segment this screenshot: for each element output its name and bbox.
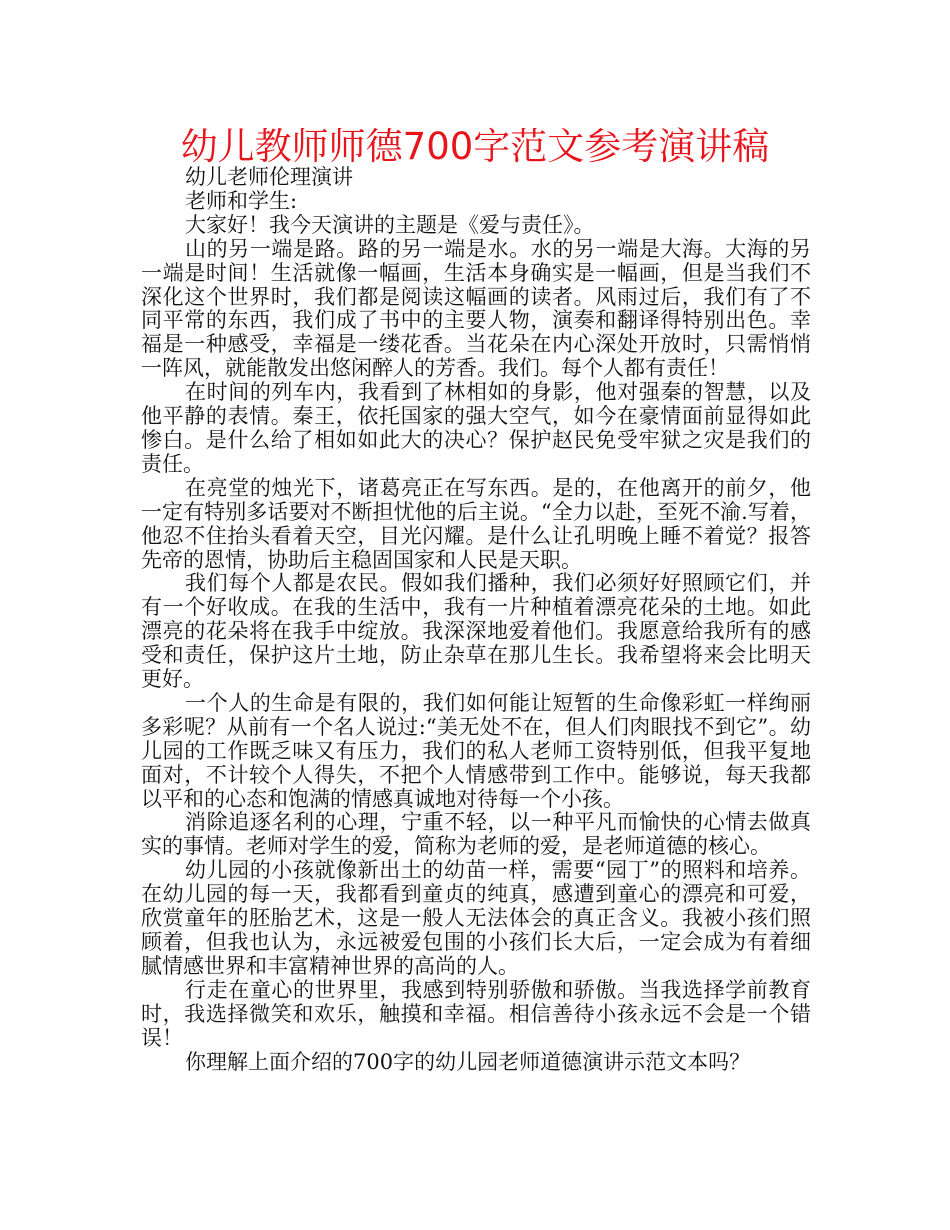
- closing-paragraph: 你理解上面介绍的700字的幼儿园老师道德演讲示范文本吗？: [185, 1049, 751, 1074]
- body-paragraph: 山的另一端是路。路的另一端是水。水的另一端是大海。大海的另一端是时间！生活就像一幅画，生活本身确实是一幅画，但是当我们不深化这个世界时，我们都是阅读这幅画的读者。风雨过后，我们有了不同平常的东西，我们成了书中的主要人物，演奏和翻译得特别出色。幸福是一种感受，幸福是一缕花香。当花朵在内心深处开放时，只需悄悄一阵风，就能散发出悠闲醉人的芳香。我们。每个人都有责任！: [141, 236, 811, 381]
- body-paragraph: 消除追逐名利的心理，宁重不轻，以一种平凡而愉快的心情去做真实的事情。老师对学生的爱，简称为老师的爱，是老师道德的核心。: [141, 810, 811, 859]
- body-paragraph: 一个人的生命是有限的，我们如何能让短暂的生命像彩虹一样绚丽多彩呢？从前有一个名人说过:“美无处不在，但人们肉眼找不到它”。幼儿园的工作既乏味又有压力，我们的私人老师工资特别低，但我平复地面对，不计较个人得失，不把个人情感带到工作中。能够说，每天我都以平和的心态和饱满的情感真诚地对待每一个小孩。: [141, 690, 811, 811]
- body-paragraph: 行走在童心的世界里，我感到特别骄傲和骄傲。当我选择学前教育时，我选择微笑和欢乐，触摸和幸福。相信善待小孩永远不会是一个错误！: [141, 977, 811, 1050]
- document-body: [141, 166, 811, 1074]
- body-paragraph: 幼儿园的小孩就像新出土的幼苗一样，需要“园丁”的照料和培养。在幼儿园的每一天，我都看到童贞的纯真，感遭到童心的漂亮和可爱，欣赏童年的胚胎艺术，这是一般人无法体会的真正含义。我被小孩们照顾着，但我也认为，永远被爱包围的小孩们长大后，一定会成为有着细腻情感世界和丰富精神世界的高尚的人。: [141, 858, 811, 978]
- body-paragraph: 在亮堂的烛光下，诸葛亮正在写东西。是的，在他离开的前夕，他一定有特别多话要对不断担忧他的后主说。“全力以赴，至死不渝.写着，他忍不住抬头看着天空，目光闪耀。是什么让孔明晚上睡不着觉？报答先帝的恩情，协助后主稳固国家和人民是天职。: [141, 475, 811, 572]
- document-title: 幼儿教师师德700字范文参考演讲稿: [180, 125, 770, 168]
- salutation: 老师和学生:: [185, 188, 298, 213]
- body-paragraph: 在时间的列车内，我看到了林相如的身影，他对强秦的智慧，以及他平静的表情。秦王，依托国家的强大空气，如今在豪情面前显得如此惨白。是什么给了相如如此大的决心？保护赵民免受牢狱之灾是我们的责任。: [141, 380, 811, 476]
- greeting-paragraph: 大家好！我今天演讲的主题是《爱与责任》。: [185, 212, 595, 237]
- body-paragraph: 我们每个人都是农民。假如我们播种，我们必须好好照顾它们，并有一个好收成。在我的生活中，我有一片种植着漂亮花朵的土地。如此漂亮的花朵将在我手中绽放。我深深地爱着他们。我愿意给我所有的感受和责任，保护这片土地，防止杂草在那儿生长。我希望将来会比明天更好。: [141, 571, 811, 692]
- speech-heading: 幼儿老师伦理演讲: [185, 165, 353, 189]
